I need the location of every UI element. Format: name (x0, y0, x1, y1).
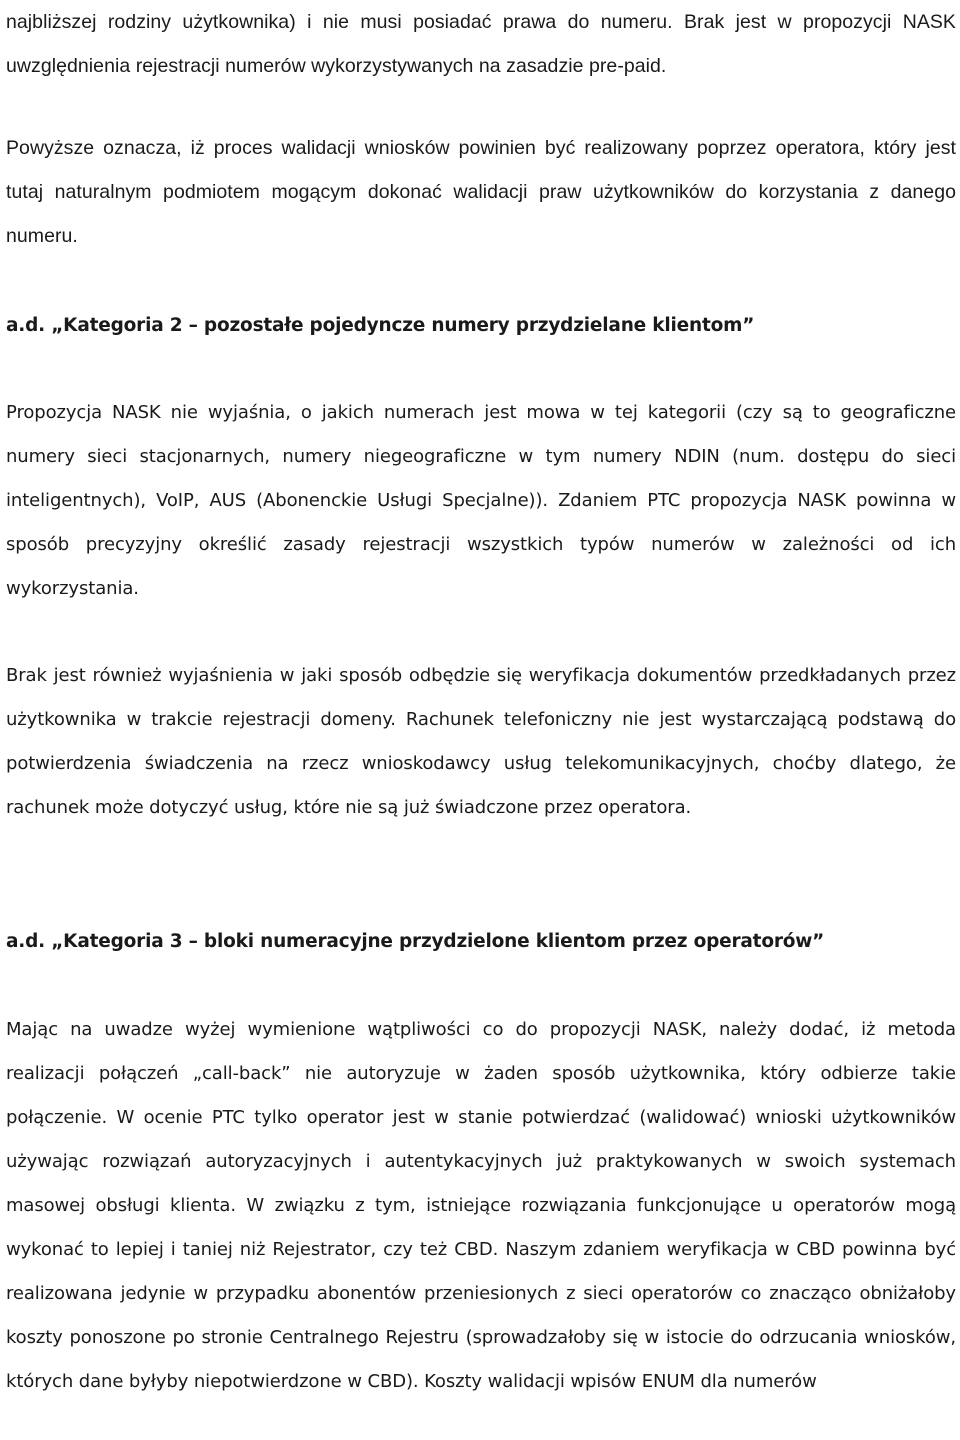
section-heading-category-3: a.d. „Kategoria 3 – bloki numeracyjne przydzielone klientom przez operatorów” (6, 931, 825, 952)
paragraph-document-verification: Brak jest również wyjaśnienia w jaki sposób odbędzie się weryfikacja dokumentów przedkładanych przez użytkownika w trakcie rejestracji domeny. Rachunek telefoniczny nie jest wystarczającą podstawą do potwierdzenia świadczenia na rzecz wnioskodawcy usług telekomunikacyjnych, choćby dlatego, że rachunek może dotyczyć usług, które nie są już świadczone przez operatora. (6, 665, 956, 818)
paragraph-category-2-numbers: Propozycja NASK nie wyjaśnia, o jakich numerach jest mowa w tej kategorii (czy są to geograficzne numery sieci stacjonarnych, numery niegeograficzne w tym numery NDIN (num. dostępu do sieci inteligentnych), VoIP, AUS (Abonenckie Usługi Specjalne)). Zdaniem PTC propozycja NASK powinna w sposób precyzyjny określić zasady rejestracji wszystkich typów numerów w zależności od ich wykorzystania. (6, 402, 956, 599)
paragraph-operator-validation: Powyższe oznacza, iż proces walidacji wniosków powinien być realizowany poprzez operatora, który jest tutaj naturalnym podmiotem mogącym dokonać walidacji praw użytkowników do korzystania z danego numeru. (6, 137, 956, 247)
section-heading-category-2: a.d. „Kategoria 2 – pozostałe pojedyncze numery przydzielane klientom” (6, 315, 755, 336)
paragraph-call-back: Mając na uwadze wyżej wymienione wątpliwości co do propozycji NASK, należy dodać, iż metoda realizacji połączeń „call-back” nie autoryzuje w żaden sposób użytkownika, który odbierze takie połączenie. W ocenie PTC tylko operator jest w stanie potwierdzać (walidować) wnioski użytkowników używając rozwiązań autoryzacyjnych i autentykacyjnych już praktykowanych w swoich systemach masowej obsługi klienta. W związku z tym, istniejące rozwiązania funkcjonujące u operatorów mogą wykonać to lepiej i taniej niż Rejestrator, czy też CBD. Naszym zdaniem weryfikacja w CBD powinna być realizowana jedynie w przypadku abonentów przeniesionych z sieci operatorów co znacząco obniżałoby koszty ponoszone po stronie Centralnego Rejestru (sprowadzałoby się w istocie do odrzucania wniosków, których dane byłyby niepotwierdzone w CBD). Koszty walidacji wpisów ENUM dla numerów (6, 1019, 956, 1392)
paragraph-pre-paid: najbliższej rodziny użytkownika) i nie musi posiadać prawa do numeru. Brak jest w propozycji NASK uwzględnienia rejestracji numerów wykorzystywanych na zasadzie pre-paid. (6, 11, 956, 77)
